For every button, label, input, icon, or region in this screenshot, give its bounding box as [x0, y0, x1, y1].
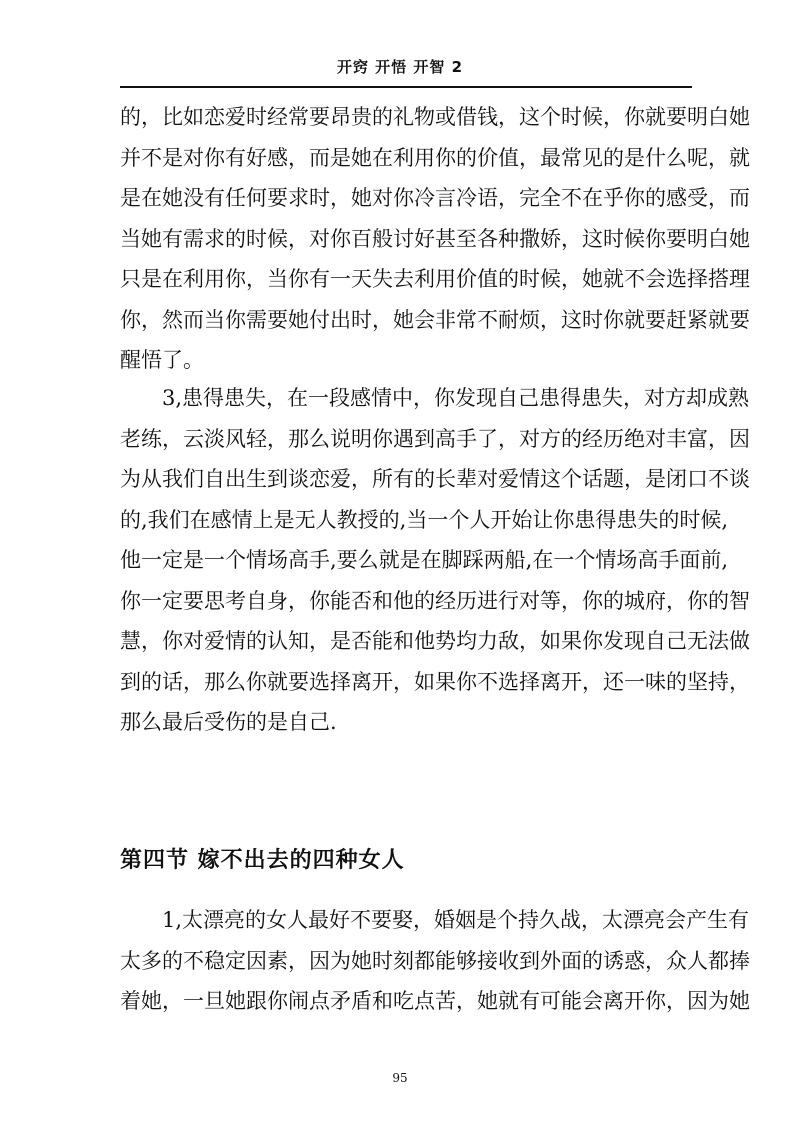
- text-line: 老练，云淡风轻，那么说明你遇到高手了，对方的经历绝对丰富，因: [120, 426, 750, 451]
- text-line: 1,太漂亮的女人最好不要娶，婚姻是个持久战，太漂亮会产生有: [162, 908, 750, 932]
- section-heading: 第四节 嫁不出去的四种女人: [120, 848, 405, 873]
- text-line: 你一定要思考自身，你能否和他的经历进行对等，你的城府，你的智: [120, 588, 750, 613]
- text-line: 的，比如恋爱时经常要昂贵的礼物或借钱，这个时候，你就要明白她: [120, 105, 750, 129]
- text-line: 着她，一旦她跟你闹点矛盾和吃点苦，她就有可能会离开你，因为她: [120, 989, 750, 1013]
- text-line: 你，然而当你需要她付出时，她会非常不耐烦，这时你就要赶紧就要: [120, 307, 750, 332]
- text-line: 只是在利用你，当你有一天失去利用价值的时候，她就不会选择搭理: [120, 267, 750, 291]
- text-line: 太多的不稳定因素，因为她时刻都能够接收到外面的诱惑，众人都捧: [120, 948, 750, 973]
- running-header: 开窍 开悟 开智 2: [336, 58, 464, 76]
- text-line: 到的话，那么你就要选择离开，如果你不选择离开，还一味的坚持，: [120, 669, 750, 694]
- text-line: 那么最后受伤的是自己.: [120, 710, 337, 734]
- text-line: 是在她没有任何要求时，她对你冷言冷语，完全不在乎你的感受，而: [120, 186, 750, 210]
- text-line: 为从我们自出生到谈恋爱，所有的长辈对爱情这个话题，是闭口不谈: [120, 467, 750, 491]
- text-line: 当她有需求的时候，对你百般讨好甚至各种撒娇，这时候你要明白她: [120, 226, 750, 251]
- text-line: 的,我们在感情上是无人教授的,当一个人开始让你患得患失的时候,: [120, 507, 729, 532]
- text-line: 3,患得患失，在一段感情中，你发现自己患得患失，对方却成熟: [162, 386, 750, 410]
- page-number: 95: [392, 1071, 408, 1085]
- text-line: 并不是对你有好感，而是她在利用你的价值，最常见的是什么呢，就: [120, 145, 750, 170]
- text-line: 他一定是一个情场高手,要么就是在脚踩两船,在一个情场高手面前,: [120, 548, 729, 572]
- text-line: 慧，你对爱情的认知，是否能和他势均力敌，如果你发现自己无法做: [120, 629, 750, 653]
- header-rule: [120, 86, 692, 88]
- paragraph-continuation: [120, 97, 750, 381]
- paragraph-point-3: [120, 378, 750, 743]
- text-line: 醒悟了。: [120, 348, 204, 372]
- paragraph-point-1: [120, 900, 750, 1022]
